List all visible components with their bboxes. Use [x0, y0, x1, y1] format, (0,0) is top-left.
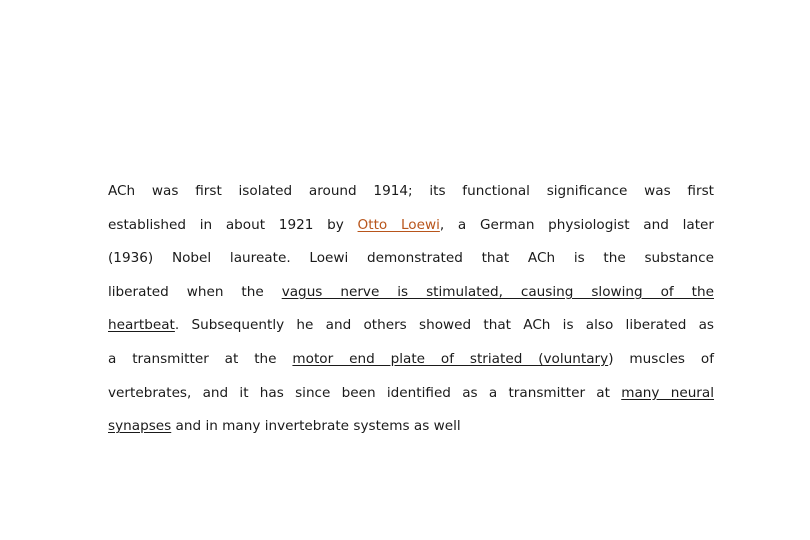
- text-run: liberated when the: [108, 283, 282, 300]
- paragraph-line: [108, 275, 714, 309]
- otto-loewi-link[interactable]: Otto Loewi: [357, 216, 440, 233]
- text-run: (1936) Nobel laureate. Loewi demonstrated that ACh is the substance: [108, 250, 714, 267]
- text-run: and in many invertebrate systems as well: [171, 418, 461, 435]
- underlined-text: motor end plate of striated (voluntary: [292, 350, 609, 367]
- paragraph-line: [108, 409, 714, 443]
- text-run: ACh was first isolated around 1914; its functional significance was first: [108, 183, 714, 199]
- paragraph-line: [108, 376, 714, 410]
- text-run: a transmitter at the: [108, 350, 293, 367]
- underlined-text: heartbeat: [108, 317, 175, 334]
- text-run: vertebrates, and it has since been identified as a transmitter at: [108, 384, 622, 401]
- paragraph-line: [108, 208, 714, 242]
- underlined-text: vagus nerve is stimulated, causing slowing of the: [281, 283, 714, 300]
- paragraph-line: [108, 342, 714, 376]
- paragraph-line: [108, 308, 714, 342]
- underlined-text: synapses: [108, 418, 172, 435]
- paragraph-line: [108, 241, 714, 275]
- paragraph-line: [108, 174, 714, 208]
- text-run: , a German physiologist and later: [439, 216, 714, 233]
- text-run: . Subsequently he and others showed that ACh is also liberated as: [174, 317, 714, 334]
- underlined-text: many neural: [621, 384, 715, 401]
- text-run: ) muscles of: [608, 350, 714, 367]
- body-paragraph: [108, 174, 714, 443]
- text-run: established in about 1921 by: [108, 216, 358, 233]
